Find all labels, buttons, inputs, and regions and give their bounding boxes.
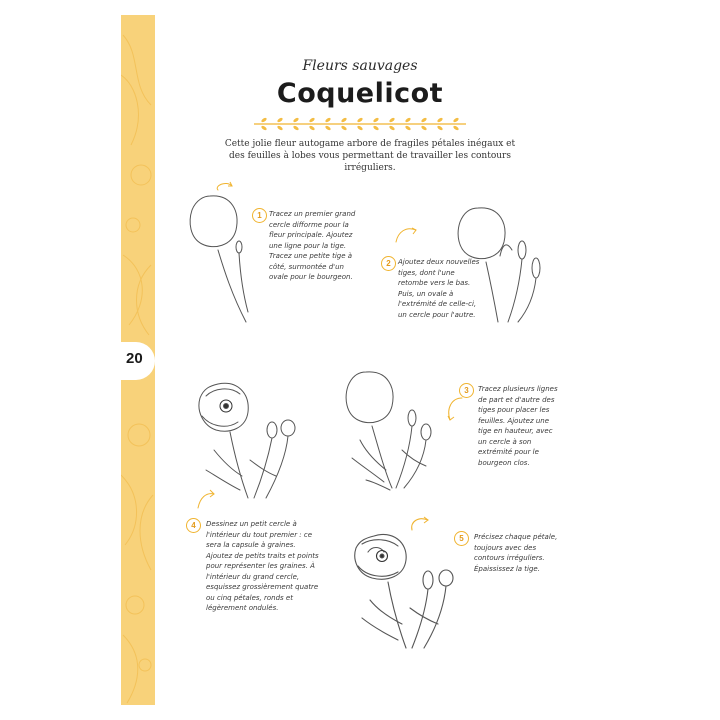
- step-4-number: 4: [186, 518, 201, 533]
- step-4-text: Dessinez un petit cercle à l'intérieur du tout premier : ce sera la capsule à graines. Ajoutez de petits traits et points pour représenter les graines. À l'intérieur du grand cercle, esquissez grossièrement quatre ou cinq pétales, ronds et légèrement ondulés.: [206, 520, 319, 612]
- page-title: Coquelicot: [276, 78, 444, 109]
- step-2-text: Ajoutez deux nouvelles tiges, dont l'une retombe vers le bas. Puis, un ovale à l'extrémité de celle-ci, un cercle pour l'autre.: [398, 258, 480, 319]
- section-subtitle: Fleurs sauvages: [302, 58, 418, 74]
- step-1-number: 1: [252, 208, 267, 223]
- step-1-text: Tracez un premier grand cercle difforme pour la fleur principale. Ajoutez une ligne pour la tige. Tracez une petite tige à côté, surmontée d'un ovale pour le bourgeon.: [269, 210, 356, 281]
- intro-paragraph: Cette jolie fleur autogame arbore de fragiles pétales inégaux et des feuilles à lobes vous permettant de travailler les contours irréguliers.: [224, 139, 516, 173]
- step-5-text: Précisez chaque pétale, toujours avec des contours irréguliers. Épaississez la tige.: [474, 533, 558, 573]
- step-3-number: 3: [459, 383, 474, 398]
- page-number: 20: [126, 350, 143, 367]
- step-3-text: Tracez plusieurs lignes de part et d'autre des tiges pour placer les feuilles. Ajoutez une tige en hauteur, avec un cercle à son extrémité pour le bourgeon clos.: [478, 385, 558, 467]
- step-2-number: 2: [381, 256, 396, 271]
- step-5-number: 5: [454, 531, 469, 546]
